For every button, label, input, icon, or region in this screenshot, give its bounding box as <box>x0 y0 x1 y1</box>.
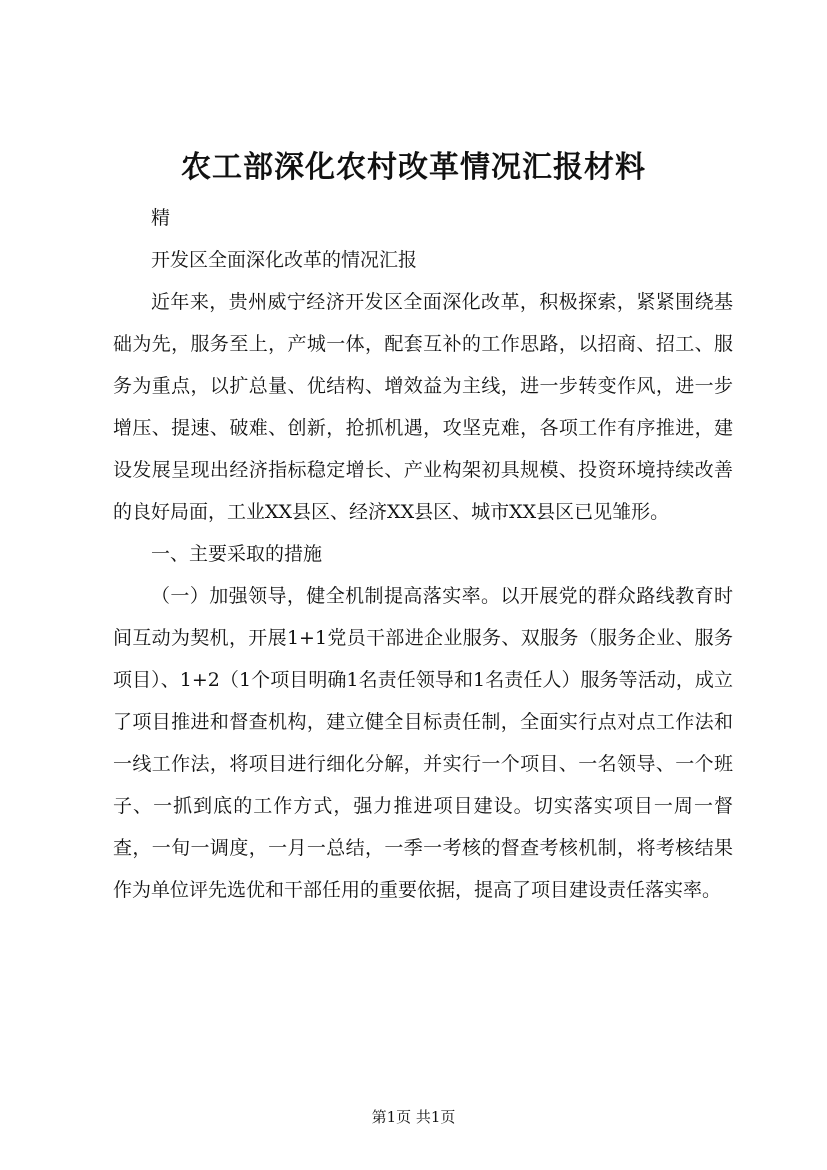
paragraph-subtitle: 开发区全面深化改革的情况汇报 <box>151 249 418 271</box>
document-title: 农工部深化农村改革情况汇报材料 <box>181 150 646 185</box>
section-heading-measures: 一、主要采取的措施 <box>151 543 323 565</box>
page-number: 第1页 共1页 <box>371 1108 456 1126</box>
page-footer <box>0 1106 827 1128</box>
paragraph-intro-char: 精 <box>151 207 171 229</box>
document-body <box>113 197 733 911</box>
paragraph-leadership: （一）加强领导，健全机制提高落实率。以开展党的群众路线教育时间互动为契机，开展1+1党员干部进企业服务、双服务（服务企业、服务项目）、1+2（1个项目明确1名责任领导和1名责任人）服务等活动，成立了项目推进和督查机构，建立健全目标责任制，全面实行点对点工作法和一线工作法，将项目进行细化分解，并实行一个项目、一名领导、一个班子、一抓到底的工作方式，强力推进项目建设。切实落实项目一周一督查，一旬一调度，一月一总结，一季一考核的督查考核机制，将考核结果作为单位评先选优和干部任用的重要依据，提高了项目建设责任落实率。 <box>113 585 733 901</box>
paragraph-overview: 近年来，贵州威宁经济开发区全面深化改革，积极探索，紧紧围绕基础为先，服务至上，产城一体，配套互补的工作思路，以招商、招工、服务为重点，以扩总量、优结构、增效益为主线，进一步转变作风，进一步增压、提速、破难、创新，抢抓机遇，攻坚克难，各项工作有序推进，建设发展呈现出经济指标稳定增长、产业构架初具规模、投资环境持续改善的良好局面，工业XX县区、经济XX县区、城市XX县区已见雏形。 <box>113 291 733 523</box>
